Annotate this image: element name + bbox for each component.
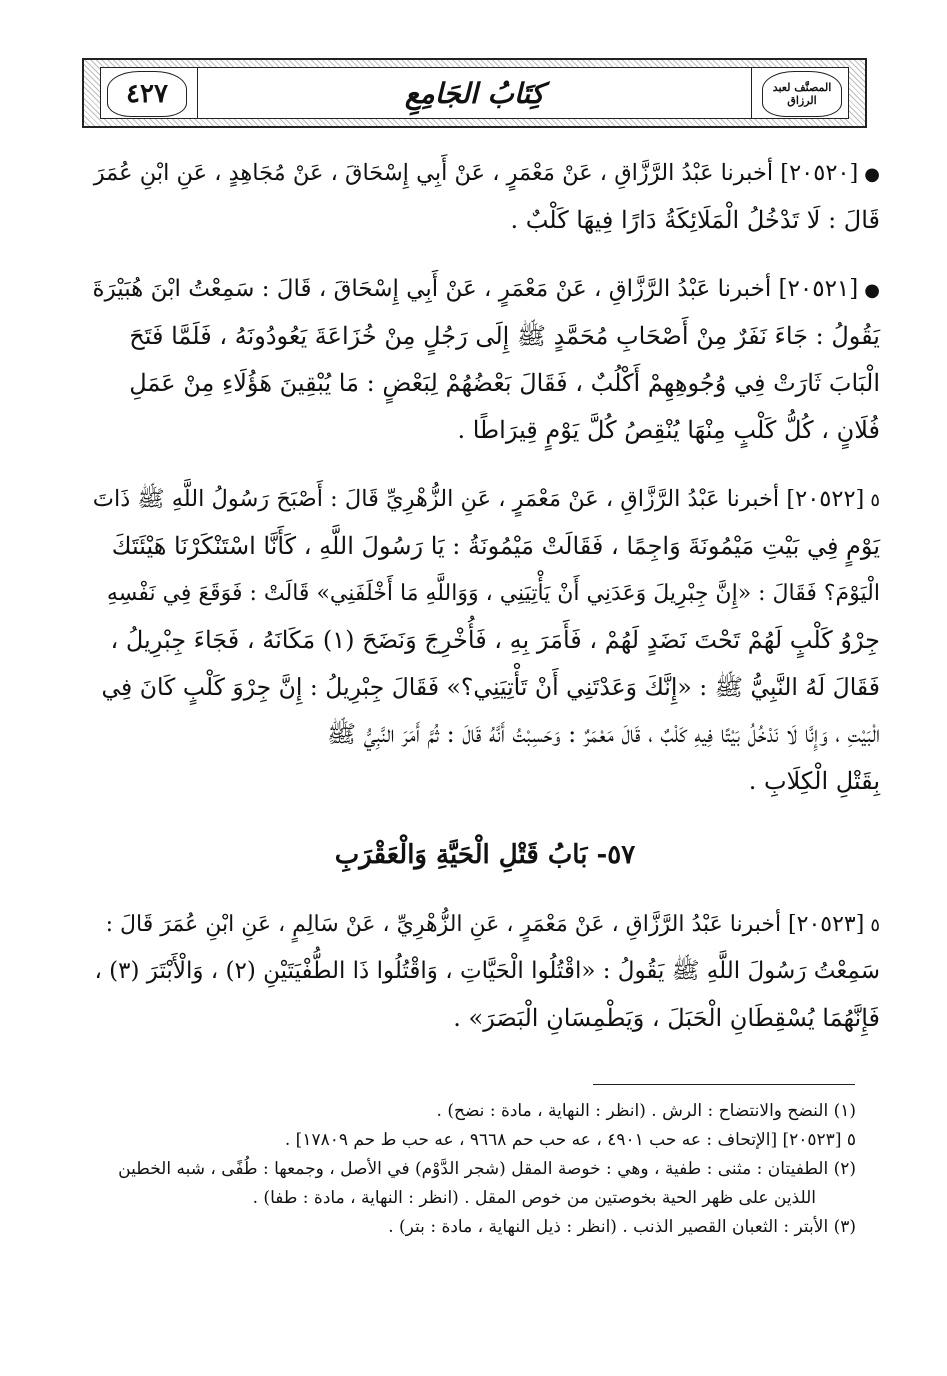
line-text: فَقَالَ لَهُ النَّبِيُّ ﷺ : «إِنَّكَ وَعَدْتَنِي أَنْ تَأْتِيَنِي؟» فَقَالَ جِبْرِيلُ : إِنَّ جِرْوَ كَلْبٍ كَانَ فِي (101, 673, 880, 701)
line-text: الْبَابَ ثَارَتْ فِي وُجُوهِهِمْ أَكْلُبٌ ، فَقَالَ بَعْضُهُمْ لِبَعْضٍ : مَا يُبْقِينَ هَؤُلَاءِ مِنْ عَمَلِ (129, 369, 880, 397)
line-text: [٢٠٥٢٢] أخبرنا عَبْدُ الرَّزَّاقِ ، عَنْ مَعْمَرٍ ، عَنِ الزُّهْرِيِّ قَالَ : أَصْبَحَ رَسُولُ اللَّهِ ﷺ ذَاتَ (92, 486, 865, 512)
text-line (90, 150, 880, 197)
line-text: الْيَوْمَ؟ فَقَالَ : «إِنَّ جِبْرِيلَ وَعَدَنِي أَنْ يَأْتِيَنِي ، وَوَاللَّهِ مَا أَخْلَفَنِي» قَالَتْ : فَوَقَعَ فِي نَفْسِهِ (106, 581, 880, 606)
hadith-20522 (90, 476, 880, 805)
header-title-panel (197, 68, 752, 118)
text-line (90, 197, 880, 244)
footnote: (٣) الأبتر : الثعبان القصير الذنب . (انظر : ذيل النهاية ، مادة : بتر) . (388, 1217, 856, 1237)
text-line (90, 995, 880, 1042)
line-text: قَالَ : لَا تَدْخُلُ الْمَلَائِكَةُ دَارًا فِيهَا كَلْبٌ . (510, 206, 880, 234)
bullet-marker: ● (864, 164, 880, 185)
hadith-20521 (90, 266, 880, 454)
text-line (90, 711, 880, 758)
line-text: فُلَانٍ ، كُلُّ كَلْبٍ مِنْهَا يُنْقِصُ كُلَّ يَوْمٍ قِيرَاطًا . (457, 416, 880, 444)
page-number: ٤٢٧ (107, 71, 187, 117)
text-line (90, 948, 880, 995)
footnote-continuation: اللذين على ظهر الحية بخوصتين من خوص المقل . (انظر : النهاية ، مادة : طفا) . (252, 1188, 816, 1208)
line-text: الْبَيْتِ ، وَإِنَّا لَا نَدْخُلُ بَيْتًا فِيهِ كَلْبٌ ، قَالَ مَعْمَرٌ : وَحَسِبْتُ أَنَّهُ قَالَ : ثُمَّ أَمَرَ النَّبِيُّ ﷺ (326, 720, 880, 748)
page-header (82, 58, 867, 128)
bullet-marker: ● (864, 280, 880, 301)
text-line (90, 523, 880, 570)
book-title: كِتَابُ الجَامِعِ (404, 76, 545, 110)
book-emblem: المصنَّف لعبد الرزاق (762, 71, 842, 117)
text-line (90, 758, 880, 805)
footnote: (٢) الطفيتان : مثنى : طفية ، وهي : خوصة المقل (شجر الدَّوْم) في الأصل ، وجمعها : طُفًى ، شبه الخطين (118, 1159, 856, 1179)
text-line (90, 407, 880, 454)
footnote-divider (593, 1084, 855, 1085)
line-text: [٢٠٥٢٣] أخبرنا عَبْدُ الرَّزَّاقِ ، عَنْ مَعْمَرٍ ، عَنِ الزُّهْرِيِّ ، عَنْ سَالِمٍ ، عَنِ ابْنِ عُمَرَ قَالَ : (105, 912, 865, 937)
chapter-heading: ٥٧- بَابُ قَتْلِ الْحَيَّةِ وَالْعَقْرَبِ (334, 840, 636, 870)
line-text: فَإِنَّهُمَا يُسْقِطَانِ الْحَبَلَ ، وَيَطْمِسَانِ الْبَصَرَ» . (453, 1004, 880, 1032)
text-line (90, 313, 880, 360)
text-line (90, 266, 880, 313)
main-text (90, 150, 880, 1064)
text-line (90, 617, 880, 664)
text-line (90, 360, 880, 407)
footnotes (70, 1098, 856, 1243)
line-text: [٢٠٥٢١] أخبرنا عَبْدُ الرَّزَّاقِ ، عَنْ مَعْمَرٍ ، عَنْ أَبِي إِسْحَاقَ ، قَالَ : سَمِعْتُ ابْنَ هُبَيْرَةَ (92, 276, 859, 302)
line-text: يَوْمٍ فِي بَيْتِ مَيْمُونَةَ وَاجِمًا ، فَقَالَتْ مَيْمُونَةُ : يَا رَسُولَ اللَّهِ ، كَأَنَّا اسْتَنْكَرْنَا هَيْئَتَكَ (111, 532, 880, 560)
text-line (90, 901, 880, 948)
text-line (90, 570, 880, 617)
hadith-20523 (90, 901, 880, 1042)
hadith-20520 (90, 150, 880, 244)
line-text: جِرْوُ كَلْبٍ لَهُمْ تَحْتَ نَضَدٍ لَهُمْ ، فَأَمَرَ بِهِ ، فَأُخْرِجَ وَنَضَحَ (١) مَكَانَهُ ، فَجَاءَ جِبْرِيلُ ، (110, 626, 880, 654)
header-frame (100, 67, 849, 119)
text-line (90, 476, 880, 523)
line-text: [٢٠٥٢٠] أخبرنا عَبْدُ الرَّزَّاقِ ، عَنْ مَعْمَرٍ ، عَنْ أَبِي إِسْحَاقَ ، عَنْ مُجَاهِدٍ ، عَنِ ابْنِ عُمَرَ (93, 160, 859, 186)
bullet-marker: ٥ (870, 490, 880, 511)
line-text: بِقَتْلِ الْكِلَابِ . (748, 767, 880, 795)
footnote: ٥ [٢٠٥٢٣] [الإتحاف : عه حب ٤٩٠١ ، عه حب حم ٩٦٦٨ ، عه حب ط حم ١٧٨٠٩] . (284, 1130, 856, 1150)
line-text: سَمِعْتُ رَسُولَ اللَّهِ ﷺ يَقُولُ : «اقْتُلُوا الْحَيَّاتِ ، وَاقْتُلُوا ذَا الطُّفْيَتَيْنِ (٢) ، وَالْأَبْتَرَ (٣) ، (94, 958, 880, 984)
text-line (90, 664, 880, 711)
footnote: (١) النضح والانتضاح : الرش . (انظر : النهاية ، مادة : نضح) . (436, 1101, 856, 1121)
bullet-marker: ٥ (870, 915, 880, 936)
line-text: يَقُولُ : جَاءَ نَفَرٌ مِنْ أَصْحَابِ مُحَمَّدٍ ﷺ إِلَى رَجُلٍ مِنْ خُزَاعَةَ يَعُودُونَهُ ، فَلَمَّا فَتَحَ (129, 322, 880, 350)
